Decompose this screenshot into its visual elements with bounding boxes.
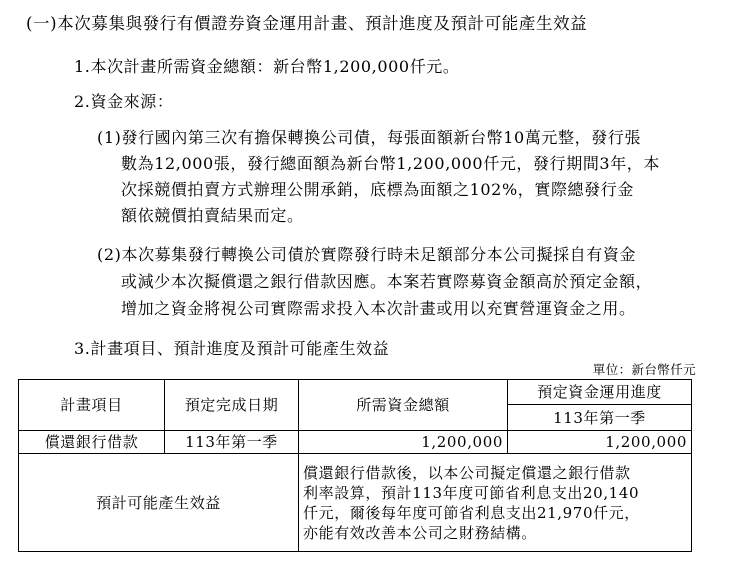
source2-line: 或減少本次擬償還之銀行借款因應。本案若實際募資金額高於預定金額，: [121, 272, 653, 291]
source2-line: 增加之資金將視公司實際需求投入本次計畫或用以充實營運資金之用。: [121, 299, 636, 318]
section-heading: (一)本次募集與發行有價證券資金運用計畫、預計進度及預計可能產生效益: [26, 14, 588, 33]
benefit-label: 預計可能產生效益: [19, 454, 299, 552]
header-progress: 預定資金運用進度: [508, 380, 692, 405]
row-completion-date: 113年第一季: [165, 431, 299, 454]
plan-table: [18, 379, 692, 552]
benefit-line: 亦能有效改善本公司之財務結構。: [303, 523, 538, 542]
source1-line: 額依競價拍賣結果而定。: [121, 206, 304, 225]
source1-line: (1)發行國內第三次有擔保轉換公司債，每張面額新台幣10萬元整，發行張: [97, 128, 642, 147]
item-total-funds: 1.本次計畫所需資金總額：新台幣1,200,000仟元。: [74, 57, 460, 76]
item-fund-source: 2.資金來源：: [74, 92, 174, 111]
header-quarter: 113年第一季: [508, 405, 692, 431]
unit-label: 單位：新台幣仟元: [592, 362, 696, 377]
table-row: [19, 431, 692, 454]
row-quarter-amount: 1,200,000: [508, 431, 692, 454]
source2-line: (2)本次募集發行轉換公司債於實際發行時未足額部分本公司擬採自有資金: [97, 245, 637, 264]
header-total-funds: 所需資金總額: [299, 380, 508, 431]
row-total-funds: 1,200,000: [299, 431, 508, 454]
benefit-line: 償還銀行借款後，以本公司擬定償還之銀行借款: [303, 463, 631, 482]
benefit-line: 仟元，爾後每年度可節省利息支出21,970仟元，: [303, 503, 640, 522]
header-completion-date: 預定完成日期: [165, 380, 299, 431]
header-plan-item: 計畫項目: [19, 380, 165, 431]
source1-line: 次採競價拍賣方式辦理公開承銷，底標為面額之102%，實際總發行金: [121, 180, 634, 199]
row-plan-item: 償還銀行借款: [19, 431, 165, 454]
source1-line: 數為12,000張，發行總面額為新台幣1,200,000仟元，發行期間3年，本: [121, 154, 660, 173]
benefit-description: [299, 454, 692, 552]
item-plan-heading: 3.計畫項目、預計進度及預計可能產生效益: [74, 339, 390, 358]
benefit-line: 利率設算，預計113年度可節省利息支出20,140: [303, 483, 640, 502]
